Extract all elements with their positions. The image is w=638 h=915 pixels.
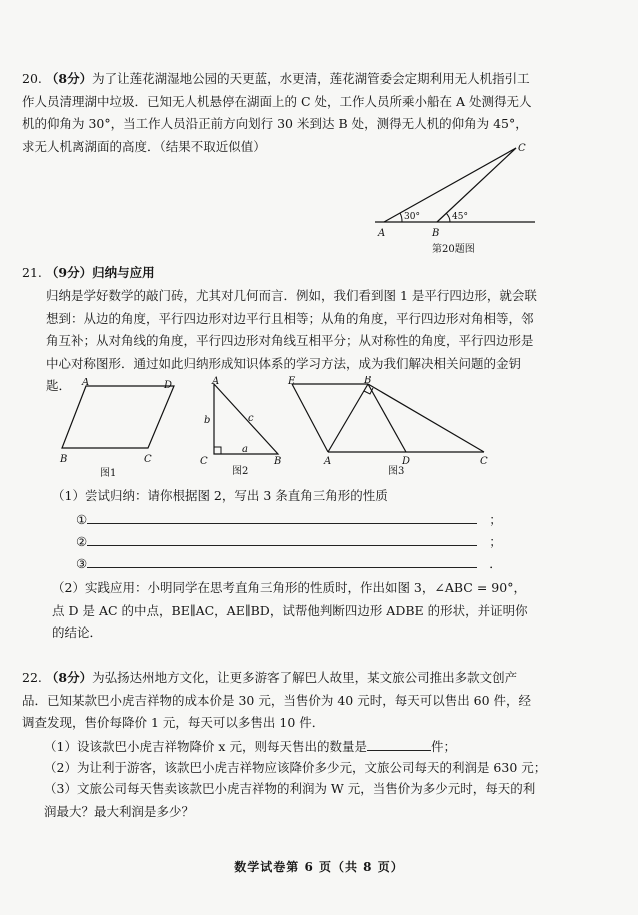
q22-intro: 为弘扬达州地方文化，让更多游客了解巴人故里，某文旅公司推出多款文创产品．已知某款巴小虎吉祥物的成本价是 30 元，当售价为 40 元时，每天可以售出 60 件，经调查发现，售价每降价 1 元，每天可以多售出 10 件． [22, 670, 532, 730]
fig3-label-a: A [324, 456, 332, 467]
q21-blank-row-1 [76, 511, 502, 528]
q22-answer-blank[interactable] [367, 738, 431, 751]
q22-part2: （2）为让利于游客，该款巴小虎吉祥物应该降价多少元，文旅公司每天的利润是 630 元； [44, 760, 547, 775]
q20-score: （8分） [45, 71, 93, 86]
blank-end-1: ； [489, 512, 502, 527]
blank-mark-2: ② [76, 534, 88, 549]
q22-part1: （1）设该款巴小虎吉祥物降价 x 元，则每天售出的数量是 件； [44, 739, 456, 754]
fig2-caption: 图2 [232, 466, 249, 477]
fig3-label-e: E [288, 376, 296, 387]
answer-blank-3[interactable] [87, 555, 477, 568]
q21-score: （9分） [45, 265, 93, 280]
q20-line-ac [384, 148, 516, 222]
blank-end-3: ． [489, 556, 502, 571]
fig2-label-b: B [274, 456, 282, 467]
q20-label-c: C [518, 143, 526, 154]
fig1-label-b: B [60, 454, 68, 465]
fig3-label-b: B [364, 376, 372, 386]
fig2-side-a: a [242, 444, 248, 455]
fig2-label-c: C [200, 456, 208, 467]
right-angle-mark [214, 447, 221, 454]
q20-angle-a: 30° [404, 212, 420, 222]
parallelogram-abcd [62, 386, 174, 448]
q21-intro: 归纳是学好数学的敲门砖，尤其对几何而言．例如，我们看到图 1 是平行四边形，就会联想到：从边的角度，平行四边形对边平行且相等；从角的角度，平行四边形对角相等，邻角互补；从对角线的角度，平行四边形对角线互相平分；从对称性的角度，平行四边形是中心对称图形．通过如此归纳形成知识体系的学习方法，成为我们解决相关问题的金钥匙． [46, 288, 537, 393]
q21-title: 归纳与应用 [92, 265, 155, 280]
q22-number: 22. [22, 670, 42, 685]
q20-figure [370, 140, 540, 260]
blank-mark-3: ③ [76, 556, 88, 571]
fig3-line-ab [328, 384, 368, 452]
fig1-label-a: A [82, 378, 90, 388]
q21-part2: （2）实践应用：小明同学在思考直角三角形的性质时，作出如图 3，∠ABC = 90°，点 D 是 AC 的中点，BE∥AC，AE∥BD，试帮他判断四边形 ADBE 的形状，并证明你的结论． [52, 580, 528, 640]
blank-end-2: ； [489, 534, 502, 549]
q20-number: 20. [22, 71, 42, 86]
q20-angle-b: 45° [452, 212, 468, 222]
q22-part3: （3）文旅公司每天售卖该款巴小虎吉祥物的利润为 W 元，当售价为多少元时，每天的利润最大？最大利润是多少？ [44, 781, 536, 819]
question-22 [22, 667, 538, 735]
q20-caption: 第20题图 [432, 244, 475, 255]
fig2-side-c: c [248, 413, 254, 424]
q20-label-a: A [378, 228, 386, 239]
fig2-label-a: A [212, 376, 220, 387]
fig3-line-bd [368, 384, 406, 452]
fig1-label-d: D [164, 380, 173, 391]
q21-number: 21. [22, 265, 42, 280]
blank-mark-1: ① [76, 512, 88, 527]
answer-blank-2[interactable] [87, 533, 477, 546]
fig3-line-bc [368, 384, 484, 452]
fig3-line-ea [292, 384, 328, 452]
fig3-caption: 图3 [388, 466, 405, 477]
q21-figure-2 [196, 376, 292, 480]
fig1-label-c: C [144, 454, 152, 465]
answer-blank-1[interactable] [87, 511, 477, 524]
q20-text: 为了让莲花湖湿地公园的天更蓝，水更清，莲花湖管委会定期利用无人机指引工作人员清理湖中垃圾．已知无人机悬停在湖面上的 C 处，工作人员所乘小船在 A 处测得无人机的仰角为 30°，当工作人员沿正前方向划行 30 米到达 B 处，测得无人机的仰角为 45°，求无人机离湖面的高度．（结果不取近似值） [22, 71, 532, 154]
fig1-caption: 图1 [100, 468, 117, 479]
q22-score: （8分） [45, 670, 93, 685]
question-21-heading [22, 262, 538, 285]
q21-blank-row-3 [76, 555, 502, 572]
q21-part1: （1）尝试归纳：请你根据图 2，写出 3 条直角三角形的性质 [52, 488, 388, 503]
q21-blank-row-2 [76, 533, 502, 550]
fig2-side-b: b [204, 415, 211, 426]
q21-figure-1 [56, 378, 186, 480]
fig3-label-d: D [402, 456, 411, 467]
q20-angle-arc-a [400, 213, 402, 222]
q20-label-b: B [432, 228, 440, 239]
page-footer: 数学试卷第 6 页（共 8 页） [234, 860, 404, 874]
q21-figure-3 [284, 376, 492, 480]
fig3-label-c: C [480, 456, 488, 467]
q20-angle-arc-b [446, 213, 450, 222]
